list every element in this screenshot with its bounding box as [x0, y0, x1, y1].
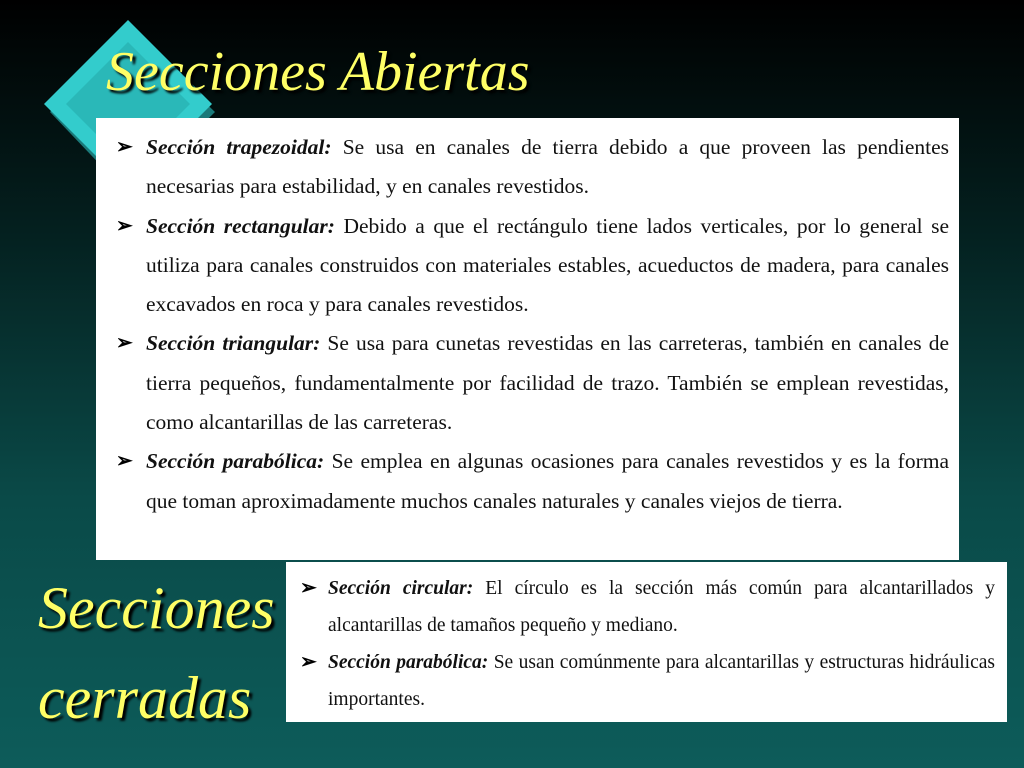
- list-item-term: Sección triangular:: [146, 331, 321, 356]
- list-item-description: Se emplea en algunas ocasiones para canales revestidos y es la forma que toman aproximadamente muchos canales naturales y canales viejos de tierra.: [146, 449, 949, 513]
- closed-sections-title-line2: cerradas: [38, 665, 252, 731]
- list-item-description: El círculo es la sección más común para alcantarillados y alcantarillas de tamaños pequeño y mediano.: [328, 578, 996, 636]
- arrow-bullet-icon: ➢: [300, 651, 317, 673]
- arrow-bullet-icon: ➢: [116, 450, 133, 473]
- list-item: [116, 207, 949, 325]
- open-sections-panel: [96, 118, 959, 560]
- list-item-text: [146, 442, 949, 521]
- list-item-text: [146, 207, 949, 325]
- arrow-bullet-icon: ➢: [300, 577, 317, 599]
- list-item-text: [328, 570, 995, 644]
- list-item-term: Sección rectangular:: [146, 213, 335, 238]
- list-item-description: Se usa en canales de tierra debido a que proveen las pendientes necesarias para estabilidad, y en canales revestidos.: [146, 135, 950, 199]
- list-item-text: [328, 644, 995, 718]
- closed-sections-title: [38, 575, 275, 758]
- list-item: [300, 644, 995, 718]
- closed-sections-panel: [286, 562, 1007, 722]
- list-item-description: Se usan comúnmente para alcantarillas y estructuras hidráulicas importantes.: [328, 652, 995, 710]
- list-item-description: Debido a que el rectángulo tiene lados verticales, por lo general se utiliza para canales construidos con materiales estables, acueductos de madera, para canales excavados en roca y para canales revestidos.: [146, 213, 950, 317]
- list-item-term: Sección trapezoidal:: [146, 135, 332, 159]
- list-item: [300, 570, 995, 644]
- arrow-bullet-icon: ➢: [116, 332, 133, 355]
- list-item-text: [146, 324, 949, 442]
- list-item: [116, 128, 949, 207]
- list-item: [116, 324, 949, 442]
- arrow-bullet-icon: ➢: [116, 136, 133, 158]
- closed-sections-title-line1: Secciones: [38, 575, 275, 641]
- list-item-term: Sección parabólica:: [146, 449, 325, 474]
- list-item-description: Se usa para cunetas revestidas en las carreteras, también en canales de tierra pequeños, fundamentalmente por facilidad de trazo. También se emplean revestidas, como alcantarillas de las carreteras.: [146, 331, 950, 435]
- list-item-term: Sección circular:: [328, 578, 474, 599]
- list-item-text: [146, 128, 949, 207]
- list-item: [116, 442, 949, 521]
- list-item-term: Sección parabólica:: [328, 652, 489, 673]
- open-sections-title: Secciones Abiertas: [106, 41, 530, 103]
- arrow-bullet-icon: ➢: [116, 214, 133, 237]
